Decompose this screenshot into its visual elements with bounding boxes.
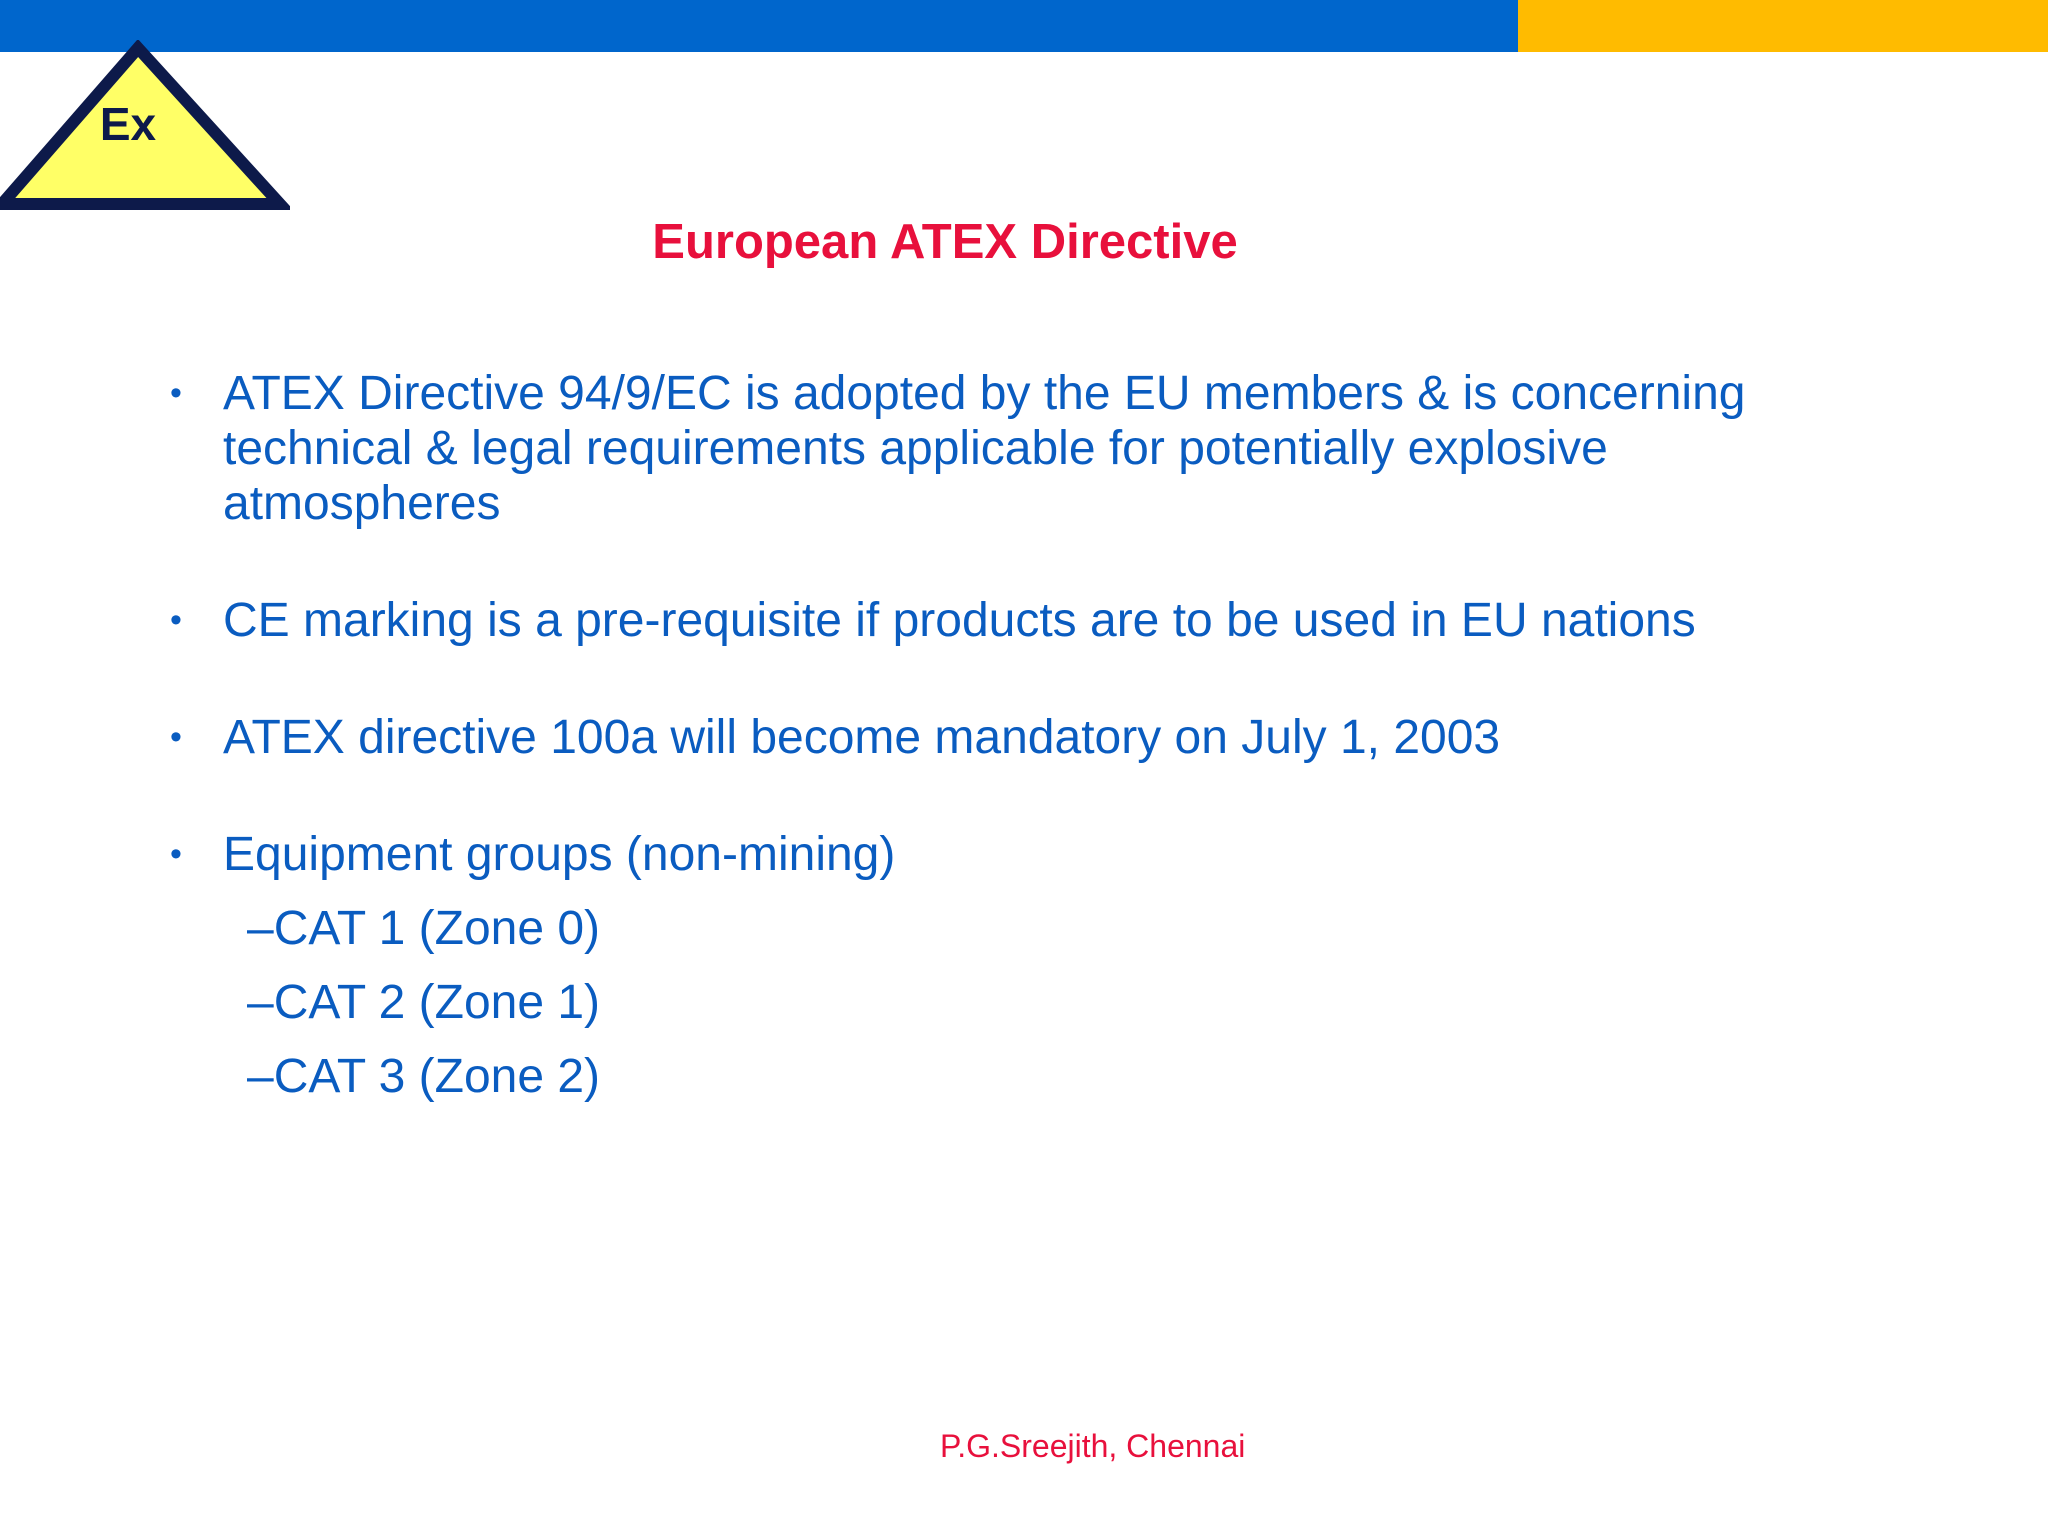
ex-logo-text: Ex xyxy=(99,98,157,150)
sub-item-cat-1: –CAT 1 (Zone 0) xyxy=(247,902,601,955)
ex-warning-triangle-icon xyxy=(0,40,290,215)
bullet-glyph: • xyxy=(170,601,182,639)
bullet-glyph: • xyxy=(170,718,182,756)
header-bar-gold xyxy=(1518,0,2048,52)
sub-item-cat-2: –CAT 2 (Zone 1) xyxy=(247,976,601,1029)
bullet-item-atex-94-9-ec xyxy=(170,366,1870,531)
bullet-item-atex-100a xyxy=(170,710,1870,765)
bullet-text: ATEX Directive 94/9/EC is adopted by the EU members & is concerning technical & legal requirements applicable for potentially explosive atmospheres xyxy=(223,367,1746,530)
bullet-glyph: • xyxy=(170,835,182,873)
bullet-text: CE marking is a pre-requisite if products are to be used in EU nations xyxy=(223,594,1696,647)
bullet-text: ATEX directive 100a will become mandatory on July 1, 2003 xyxy=(223,711,1501,764)
sub-item-cat-3: –CAT 3 (Zone 2) xyxy=(247,1050,601,1103)
footer-author: P.G.Sreejith, Chennai xyxy=(940,1428,1246,1464)
bullet-glyph: • xyxy=(170,374,182,412)
bullet-item-ce-marking xyxy=(170,593,1870,648)
sub-bullet-list xyxy=(223,901,1870,1104)
bullet-text: Equipment groups (non-mining) xyxy=(223,828,896,881)
bullet-list xyxy=(170,366,1870,1104)
bullet-item-equipment-groups xyxy=(170,827,1870,1104)
slide-title: European ATEX Directive xyxy=(652,215,1238,269)
